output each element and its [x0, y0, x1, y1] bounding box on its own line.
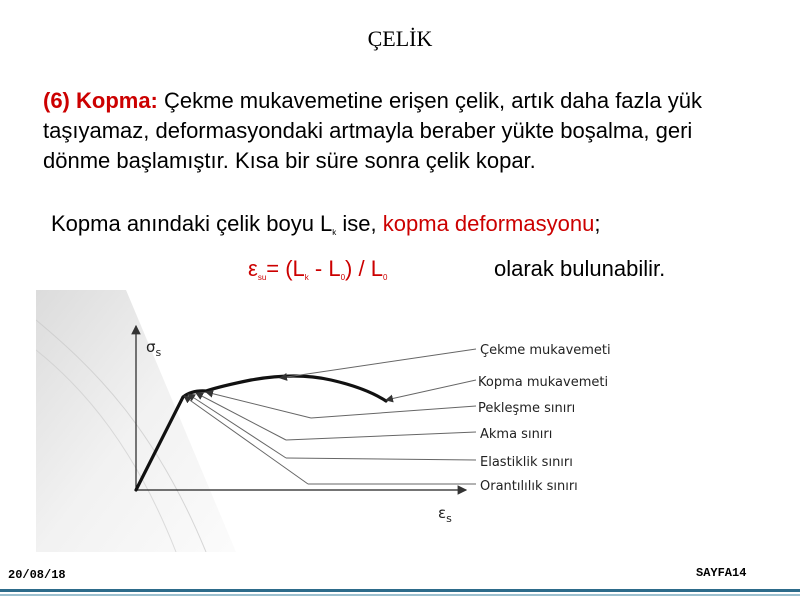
- formula-sub-k: k: [304, 273, 309, 282]
- label-akma-siniri: Akma sınırı: [480, 427, 553, 442]
- leader-peklesme-a: [311, 406, 476, 418]
- formula-p1: = (L: [266, 256, 305, 281]
- leader-cekme: [280, 349, 476, 378]
- line2-end: ;: [594, 211, 601, 236]
- footer-page-number: SAYFA14: [696, 566, 747, 580]
- formula-p3: ) / L: [345, 256, 383, 281]
- leader-peklesme-b: [206, 392, 311, 418]
- line2-sub-k: k: [332, 228, 337, 237]
- formula-sub-0b: 0: [382, 273, 388, 282]
- formula-sub-0a: 0: [340, 273, 346, 282]
- leader-elastiklik-a: [286, 458, 476, 460]
- bottom-rule: [0, 589, 800, 592]
- formula-eps: ε: [248, 256, 258, 281]
- leader-kopma: [386, 380, 476, 400]
- kopma-paragraph: [43, 86, 763, 176]
- slide-title: ÇELİK: [367, 26, 433, 51]
- kopma-formula: [248, 256, 387, 282]
- kopma-length-line: [51, 209, 600, 248]
- leader-akma-a: [286, 432, 476, 440]
- line2-middle: ise,: [336, 211, 383, 236]
- y-axis-label: $\sigma_s$: [146, 338, 162, 359]
- bottom-rule-light: [0, 594, 800, 596]
- leader-elastiklik-b: [188, 394, 286, 458]
- line2-before: Kopma anındaki çelik boyu L: [51, 211, 333, 236]
- formula-tail: olarak bulunabilir.: [494, 256, 666, 281]
- formula-sub-su: su: [257, 273, 267, 282]
- label-kopma-mukavemeti: Kopma mukavemeti: [478, 375, 609, 390]
- stress-strain-svg: [36, 290, 640, 552]
- formula-p2: - L: [308, 256, 341, 281]
- kopma-text: Çekme mukavemetine erişen çelik, artık daha fazla yük taşıyamaz, deformasyondaki artmayla beraber yükte boşalma, geri dönme başlamıştır. Kısa bir süre sonra çelik kopar.: [43, 88, 703, 173]
- footer-date: 20/08/18: [8, 568, 66, 582]
- label-peklesme-siniri: Pekleşme sınırı: [478, 401, 576, 416]
- label-orantililik-siniri: Orantılılık sınırı: [480, 479, 578, 494]
- label-elastiklik-siniri: Elastiklik sınırı: [480, 455, 573, 470]
- x-axis-label: $\varepsilon_s$: [438, 504, 452, 525]
- leader-akma-b: [196, 393, 286, 440]
- line2-red: kopma deformasyonu: [382, 211, 595, 236]
- kopma-lead: (6) Kopma:: [43, 88, 158, 113]
- stress-strain-figure: [36, 290, 640, 552]
- label-cekme-mukavemeti: Çekme mukavemeti: [480, 343, 611, 358]
